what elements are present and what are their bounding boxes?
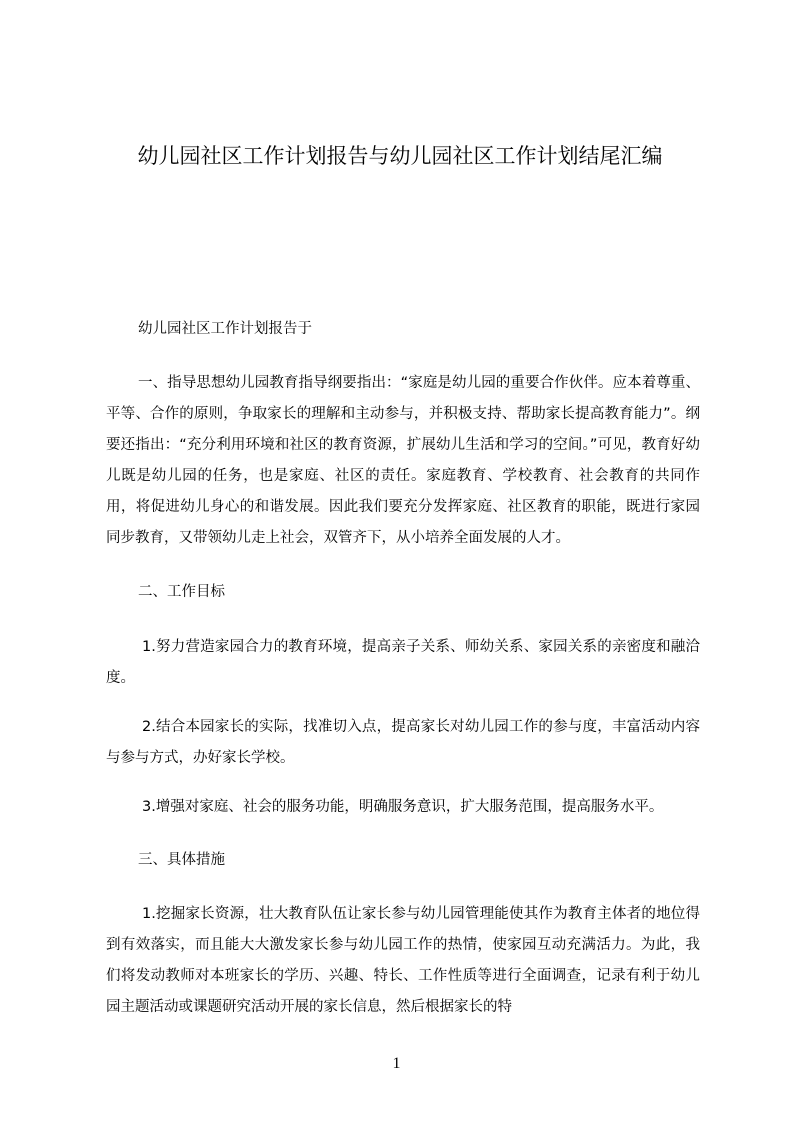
section-guiding-ideology: 一、指导思想幼儿园教育指导纲要指出：“家庭是幼儿园的重要合作伙伴。应本着尊重、平等、合作的原则，争取家长的理解和主动参与，并积极支持、帮助家长提高教育能力”。纲要还指出：“充分利用环境和社区的教育资源，扩展幼儿生活和学习的空间。”可见，教育好幼儿既是幼儿园的任务，也是家庭、社区的责任。家庭教育、学校教育、社会教育的共同作用，将促进幼儿身心的和谐发展。因此我们要充分发挥家庭、社区教育的职能，既进行家园同步教育，又带领幼儿走上社会，双管齐下，从小培养全面发展的人才。 [106, 375, 700, 546]
section-measures-heading: 三、具体措施 [138, 852, 225, 868]
document-title: 幼儿园社区工作计划报告与幼儿园社区工作计划结尾汇编 [137, 144, 663, 168]
goal-item-2: 2.结合本园家长的实际，找准切入点，提高家长对幼儿园工作的参与度，丰富活动内容与参与方式，办好家长学校。 [106, 719, 700, 766]
document-subtitle: 幼儿园社区工作计划报告于 [138, 321, 312, 337]
section-work-goals-heading: 二、工作目标 [138, 584, 225, 600]
measure-item-1: 1.挖掘家长资源，壮大教育队伍让家长参与幼儿园管理能使其作为教育主体者的地位得到有效落实，而且能大大激发家长参与幼儿园工作的热情，使家园互动充满活力。为此，我们将发动教师对本班家长的学历、兴趣、特长、工作性质等进行全面调查，记录有利于幼儿园主题活动或课题研究活动开展的家长信息，然后根据家长的特 [106, 906, 700, 1015]
page-number: 1 [392, 1055, 401, 1072]
goal-item-3: 3.增强对家庭、社会的服务功能，明确服务意识，扩大服务范围，提高服务水平。 [142, 799, 664, 815]
goal-item-1: 1.努力营造家园合力的教育环境，提高亲子关系、师幼关系、家园关系的亲密度和融洽度。 [106, 639, 700, 686]
